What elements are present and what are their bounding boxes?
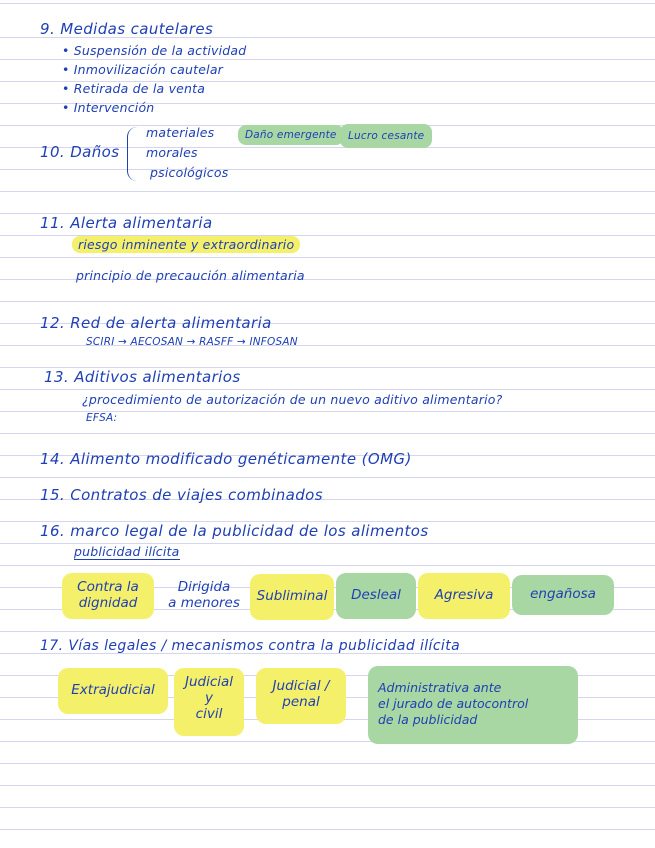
section-9-item: • Inmovilización cautelar bbox=[62, 62, 224, 77]
box-line: Extrajudicial bbox=[71, 682, 155, 698]
section-12-line: SCIRI → AECOSAN → RASFF → INFOSAN bbox=[86, 336, 298, 348]
section-12-title: 12. Red de alerta alimentaria bbox=[40, 314, 272, 332]
box-line: engañosa bbox=[530, 586, 596, 602]
section-9-title: 9. Medidas cautelares bbox=[40, 20, 214, 38]
tag-dano-emergente: Daño emergente bbox=[238, 125, 344, 145]
box-desleal bbox=[336, 573, 416, 619]
box-line: a menores bbox=[168, 595, 240, 611]
box-line: y bbox=[205, 690, 213, 706]
tag-lucro-cesante: Lucro cesante bbox=[340, 124, 432, 148]
section-11-line: principio de precaución alimentaria bbox=[76, 268, 305, 283]
box-judicial-civil bbox=[174, 668, 244, 736]
box-contra-la-dignidad bbox=[62, 573, 154, 619]
section-10-label: 10. Daños bbox=[40, 143, 120, 161]
box-subliminal bbox=[250, 574, 334, 620]
box-extrajudicial bbox=[58, 668, 168, 714]
box-line: Subliminal bbox=[256, 588, 328, 604]
box-line: Dirigida bbox=[177, 579, 231, 595]
section-15-title: 15. Contratos de viajes combinados bbox=[40, 486, 323, 504]
section-11-line-highlighted: riesgo inminente y extraordinario bbox=[72, 236, 300, 253]
box-enganosa bbox=[512, 575, 614, 615]
box-line: Judicial bbox=[184, 674, 234, 690]
box-agresiva bbox=[418, 573, 510, 619]
section-10-item: psicológicos bbox=[150, 165, 229, 180]
curly-brace bbox=[127, 127, 142, 181]
box-line: Desleal bbox=[351, 587, 401, 603]
section-9-item: • Suspensión de la actividad bbox=[62, 43, 247, 58]
box-line: de la publicidad bbox=[378, 712, 478, 727]
box-administrativa bbox=[368, 666, 578, 744]
box-line: Administrativa ante bbox=[378, 680, 502, 695]
section-13-line: ¿procedimiento de autorización de un nuevo aditivo alimentario? bbox=[82, 392, 503, 407]
section-17-title: 17. Vías legales / mecanismos contra la publicidad ilícita bbox=[40, 638, 461, 654]
section-10-item: morales bbox=[146, 145, 198, 160]
section-16-title: 16. marco legal de la publicidad de los alimentos bbox=[40, 522, 429, 540]
section-16-subtitle: publicidad ilícita bbox=[74, 544, 180, 559]
box-line: civil bbox=[195, 706, 223, 722]
box-dirigida-a-menores bbox=[160, 573, 248, 619]
section-13-title: 13. Aditivos alimentarios bbox=[44, 368, 241, 386]
box-line: dignidad bbox=[78, 595, 138, 611]
section-10-item: materiales bbox=[146, 125, 215, 140]
section-14-title: 14. Alimento modificado genéticamente (OMG) bbox=[40, 450, 412, 468]
box-line: Judicial / bbox=[272, 678, 330, 694]
box-line: el jurado de autocontrol bbox=[378, 696, 529, 711]
section-11-title: 11. Alerta alimentaria bbox=[40, 214, 213, 232]
box-line: penal bbox=[282, 694, 320, 710]
box-line: Agresiva bbox=[434, 587, 494, 603]
section-9-item: • Intervención bbox=[62, 100, 155, 115]
box-line: Contra la bbox=[77, 579, 139, 595]
box-judicial-penal bbox=[256, 668, 346, 724]
section-13-line: EFSA: bbox=[86, 412, 118, 424]
section-9-item: • Retirada de la venta bbox=[62, 81, 206, 96]
